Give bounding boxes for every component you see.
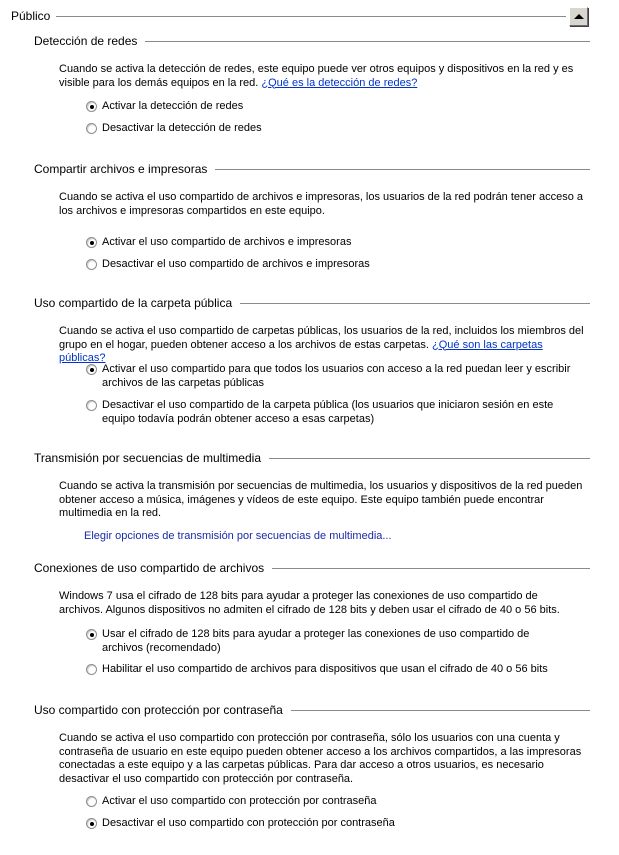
radio-unchecked-icon[interactable]	[86, 400, 97, 411]
help-link-network-discovery[interactable]: ¿Qué es la detección de redes?	[261, 76, 418, 89]
radio-label: Desactivar la detección de redes	[102, 122, 262, 134]
divider	[269, 458, 590, 459]
description-text: Cuando se activa el uso compartido de carpetas públicas, los usuarios de la red, incluidos los miembros del grupo en el hogar, pueden obtener acceso a los archivos de estas carpetas.	[59, 325, 584, 351]
section-title: Conexiones de uso compartido de archivos	[34, 561, 265, 575]
radio-unchecked-icon[interactable]	[86, 123, 97, 134]
radio-unchecked-icon[interactable]	[86, 796, 97, 807]
divider	[145, 41, 590, 42]
description-text: Cuando se activa la transmisión por secuencias de multimedia, los usuarios y dispositivos de la red pueden obtener acceso a música, imágenes y vídeos de este equipo. Este equipo también puede encontrar multimedia en la red.	[59, 480, 583, 519]
divider	[240, 303, 590, 304]
radio-public-folder-on[interactable]	[86, 363, 572, 390]
radio-label: Activar la detección de redes	[102, 100, 244, 112]
section-description	[59, 325, 584, 366]
divider	[291, 710, 590, 711]
radio-public-folder-off[interactable]	[86, 399, 572, 426]
radio-file-sharing-on[interactable]	[86, 236, 572, 250]
radio-password-sharing-on[interactable]	[86, 795, 572, 809]
radio-checked-icon[interactable]	[86, 364, 97, 375]
section-header-media-streaming	[34, 450, 590, 466]
collapse-button[interactable]	[569, 7, 588, 26]
chevron-up-icon	[574, 14, 584, 19]
radio-128-bit-encryption[interactable]	[86, 628, 572, 655]
section-header-network-discovery	[34, 33, 590, 49]
radio-label: Desactivar el uso compartido de archivos e impresoras	[102, 258, 370, 270]
radio-label: Desactivar el uso compartido con protección por contraseña	[102, 817, 395, 829]
description-text: Windows 7 usa el cifrado de 128 bits para ayudar a proteger las conexiones de uso compartido de archivos. Algunos dispositivos no admiten el cifrado de 128 bits y deben usar el cifrado de 40 o 56 bits.	[59, 590, 560, 616]
radio-label: Activar el uso compartido de archivos e impresoras	[102, 236, 352, 248]
section-title: Detección de redes	[34, 34, 138, 48]
section-description	[59, 63, 584, 90]
section-title: Uso compartido con protección por contraseña	[34, 703, 283, 717]
radio-label: Activar el uso compartido con protección por contraseña	[102, 795, 377, 807]
radio-checked-icon[interactable]	[86, 101, 97, 112]
section-description	[59, 191, 584, 218]
description-text: Cuando se activa el uso compartido de archivos e impresoras, los usuarios de la red podrán tener acceso a los archivos e impresoras compartidos en este equipo.	[59, 191, 584, 217]
divider	[215, 169, 590, 170]
divider	[272, 568, 590, 569]
radio-label: Activar el uso compartido para que todos los usuarios con acceso a la red puedan leer y escribir archivos de las carpetas públicas	[102, 363, 571, 389]
help-link-public-folders[interactable]: ¿Qué son las carpetas públicas?	[59, 338, 543, 364]
section-header-file-printer-sharing	[34, 161, 590, 177]
section-description	[59, 732, 584, 786]
radio-checked-icon[interactable]	[86, 818, 97, 829]
section-header-public-folder	[34, 295, 590, 311]
radio-label: Habilitar el uso compartido de archivos para dispositivos que usan el cifrado de 40 o 56 bits	[102, 663, 548, 675]
group-header-publico	[11, 8, 566, 24]
radio-checked-icon[interactable]	[86, 629, 97, 640]
section-title: Uso compartido de la carpeta pública	[34, 296, 233, 310]
section-description	[59, 480, 584, 521]
description-text: Cuando se activa el uso compartido con protección por contraseña, sólo los usuarios con una cuenta y contraseña de usuario en este equipo pueden obtener acceso a los archivos compartidos, a las impresoras conectadas a este equipo y a las carpetas públicas. Para dar acceso a otros usuarios, es necesario desactivar el uso compartido con protección por contraseña.	[59, 732, 582, 785]
divider	[56, 16, 566, 17]
radio-label: Usar el cifrado de 128 bits para ayudar a proteger las conexiones de uso compartido de archivos (recomendado)	[102, 628, 530, 654]
section-header-password-protected-sharing	[34, 702, 590, 718]
media-streaming-options-link[interactable]: Elegir opciones de transmisión por secuencias de multimedia...	[84, 530, 392, 542]
section-title: Compartir archivos e impresoras	[34, 162, 208, 176]
radio-checked-icon[interactable]	[86, 237, 97, 248]
radio-unchecked-icon[interactable]	[86, 664, 97, 675]
radio-40-56-bit-encryption[interactable]	[86, 663, 572, 677]
radio-network-discovery-on[interactable]	[86, 100, 572, 114]
radio-network-discovery-off[interactable]	[86, 122, 572, 136]
section-header-file-sharing-connections	[34, 560, 590, 576]
description-text: Cuando se activa la detección de redes, este equipo puede ver otros equipos y dispositivos en la red y es visible para los demás equipos en la red.	[59, 63, 574, 89]
group-title: Público	[11, 9, 51, 23]
section-title: Transmisión por secuencias de multimedia	[34, 451, 261, 465]
radio-unchecked-icon[interactable]	[86, 259, 97, 270]
radio-password-sharing-off[interactable]	[86, 817, 572, 831]
radio-file-sharing-off[interactable]	[86, 258, 572, 272]
section-description	[59, 590, 584, 617]
radio-label: Desactivar el uso compartido de la carpeta pública (los usuarios que iniciaron sesión en este equipo todavía podrán obtener acceso a esas carpetas)	[102, 399, 554, 425]
